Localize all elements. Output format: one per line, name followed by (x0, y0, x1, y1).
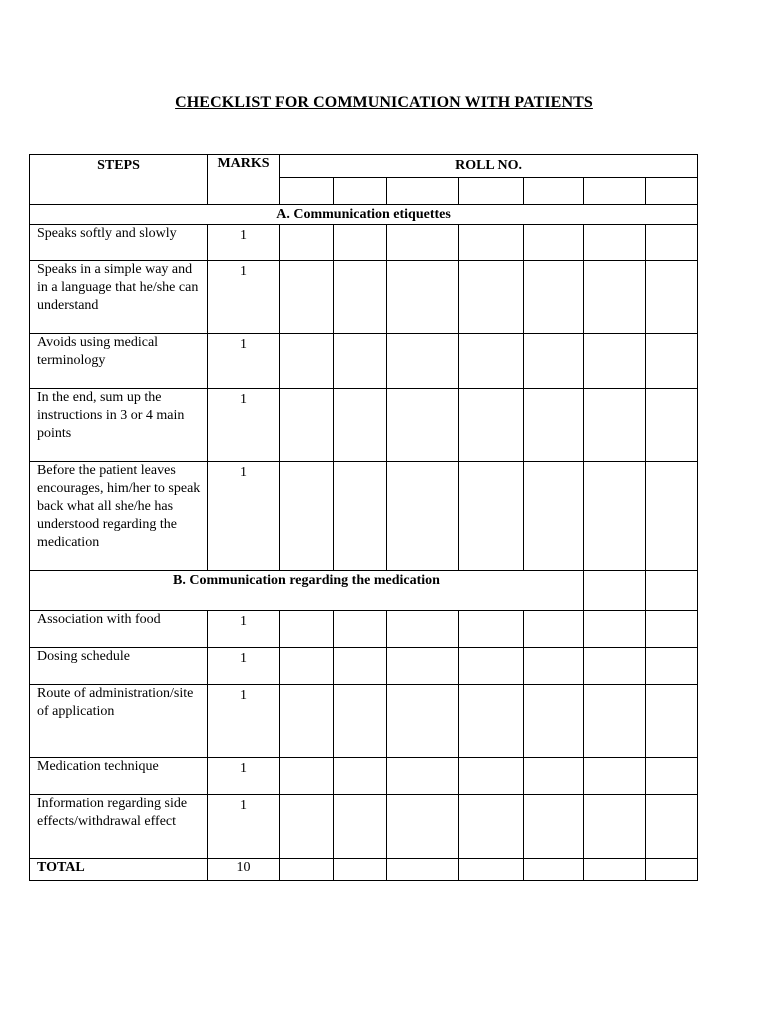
total-row (30, 859, 698, 881)
score-cell[interactable] (387, 859, 459, 881)
score-cell[interactable] (334, 758, 387, 795)
score-cell[interactable] (524, 758, 584, 795)
table-row (30, 648, 698, 685)
table-row (30, 462, 698, 571)
score-cell[interactable] (646, 571, 698, 611)
roll-no-cell-4[interactable] (459, 178, 524, 205)
section-b-row (30, 571, 698, 611)
marks-cell: 1 (208, 334, 280, 389)
score-cell[interactable] (387, 795, 459, 859)
score-cell[interactable] (584, 859, 646, 881)
score-cell[interactable] (459, 334, 524, 389)
step-cell: Route of administration/site of application (30, 685, 208, 758)
score-cell[interactable] (584, 334, 646, 389)
score-cell[interactable] (584, 795, 646, 859)
roll-no-cell-2[interactable] (334, 178, 387, 205)
section-a-title: A. Communication etiquettes (30, 205, 698, 225)
score-cell[interactable] (459, 859, 524, 881)
score-cell[interactable] (646, 462, 698, 571)
marks-cell: 1 (208, 611, 280, 648)
marks-cell: 1 (208, 389, 280, 462)
table-row (30, 795, 698, 859)
section-a-row (30, 205, 698, 225)
score-cell[interactable] (387, 462, 459, 571)
score-cell[interactable] (459, 685, 524, 758)
score-cell[interactable] (280, 389, 334, 462)
marks-cell: 1 (208, 261, 280, 334)
score-cell[interactable] (280, 648, 334, 685)
total-marks: 10 (208, 859, 280, 881)
marks-cell: 1 (208, 648, 280, 685)
score-cell[interactable] (459, 261, 524, 334)
step-cell: Medication technique (30, 758, 208, 795)
score-cell[interactable] (584, 685, 646, 758)
table-row (30, 225, 698, 261)
steps-header: STEPS (30, 155, 208, 205)
score-cell[interactable] (459, 758, 524, 795)
score-cell[interactable] (334, 795, 387, 859)
table-row (30, 389, 698, 462)
score-cell[interactable] (584, 648, 646, 685)
marks-header: MARKS (208, 155, 280, 205)
score-cell[interactable] (524, 462, 584, 571)
score-cell[interactable] (459, 611, 524, 648)
score-cell[interactable] (524, 334, 584, 389)
score-cell[interactable] (646, 261, 698, 334)
score-cell[interactable] (334, 611, 387, 648)
score-cell[interactable] (584, 389, 646, 462)
document-title: CHECKLIST FOR COMMUNICATION WITH PATIENTS (175, 94, 593, 111)
marks-cell: 1 (208, 758, 280, 795)
score-cell[interactable] (387, 334, 459, 389)
score-cell[interactable] (387, 648, 459, 685)
roll-no-cell-1[interactable] (280, 178, 334, 205)
step-cell: Information regarding side effects/withdrawal effect (30, 795, 208, 859)
table-row (30, 685, 698, 758)
score-cell[interactable] (646, 758, 698, 795)
score-cell[interactable] (524, 795, 584, 859)
score-cell[interactable] (387, 685, 459, 758)
table-row (30, 334, 698, 389)
score-cell[interactable] (524, 648, 584, 685)
marks-cell: 1 (208, 685, 280, 758)
step-cell: Dosing schedule (30, 648, 208, 685)
score-cell[interactable] (459, 225, 524, 261)
score-cell[interactable] (459, 389, 524, 462)
score-cell[interactable] (524, 859, 584, 881)
score-cell[interactable] (387, 389, 459, 462)
score-cell[interactable] (280, 795, 334, 859)
score-cell[interactable] (334, 334, 387, 389)
score-cell[interactable] (524, 225, 584, 261)
score-cell[interactable] (524, 261, 584, 334)
score-cell[interactable] (524, 611, 584, 648)
section-b-title: B. Communication regarding the medication (30, 571, 584, 611)
score-cell[interactable] (646, 648, 698, 685)
score-cell[interactable] (280, 462, 334, 571)
score-cell[interactable] (280, 225, 334, 261)
score-cell[interactable] (646, 685, 698, 758)
score-cell[interactable] (280, 685, 334, 758)
score-cell[interactable] (646, 225, 698, 261)
score-cell[interactable] (334, 389, 387, 462)
score-cell[interactable] (280, 261, 334, 334)
score-cell[interactable] (387, 225, 459, 261)
table-row (30, 611, 698, 648)
score-cell[interactable] (459, 795, 524, 859)
table-row (30, 758, 698, 795)
score-cell[interactable] (280, 334, 334, 389)
score-cell[interactable] (459, 462, 524, 571)
marks-cell: 1 (208, 225, 280, 261)
score-cell[interactable] (524, 389, 584, 462)
score-cell[interactable] (387, 758, 459, 795)
score-cell[interactable] (584, 758, 646, 795)
marks-cell: 1 (208, 462, 280, 571)
score-cell[interactable] (584, 462, 646, 571)
score-cell[interactable] (584, 261, 646, 334)
score-cell[interactable] (334, 261, 387, 334)
roll-no-cell-6[interactable] (584, 178, 646, 205)
score-cell[interactable] (387, 261, 459, 334)
step-cell: Speaks in a simple way and in a language that he/she can understand (30, 261, 208, 334)
step-cell: Avoids using medical terminology (30, 334, 208, 389)
step-cell: In the end, sum up the instructions in 3 or 4 main points (30, 389, 208, 462)
score-cell[interactable] (334, 225, 387, 261)
score-cell[interactable] (280, 758, 334, 795)
roll-no-cell-7[interactable] (646, 178, 698, 205)
step-cell: Before the patient leaves encourages, him/her to speak back what all she/he has understood regarding the medication (30, 462, 208, 571)
roll-no-cell-5[interactable] (524, 178, 584, 205)
score-cell[interactable] (280, 611, 334, 648)
step-cell: Speaks softly and slowly (30, 225, 208, 261)
score-cell[interactable] (646, 611, 698, 648)
marks-cell: 1 (208, 795, 280, 859)
header-row (30, 155, 698, 178)
table-row (30, 261, 698, 334)
score-cell[interactable] (646, 334, 698, 389)
score-cell[interactable] (387, 611, 459, 648)
score-cell[interactable] (280, 859, 334, 881)
score-cell[interactable] (584, 611, 646, 648)
score-cell[interactable] (524, 685, 584, 758)
score-cell[interactable] (334, 685, 387, 758)
roll-no-header: ROLL NO. (280, 155, 698, 178)
score-cell[interactable] (646, 859, 698, 881)
checklist-table (29, 154, 698, 881)
score-cell[interactable] (646, 795, 698, 859)
score-cell[interactable] (646, 389, 698, 462)
score-cell[interactable] (334, 859, 387, 881)
score-cell[interactable] (334, 648, 387, 685)
score-cell[interactable] (584, 225, 646, 261)
score-cell[interactable] (459, 648, 524, 685)
total-label: TOTAL (30, 859, 208, 881)
step-cell: Association with food (30, 611, 208, 648)
score-cell[interactable] (334, 462, 387, 571)
score-cell[interactable] (584, 571, 646, 611)
roll-no-cell-3[interactable] (387, 178, 459, 205)
